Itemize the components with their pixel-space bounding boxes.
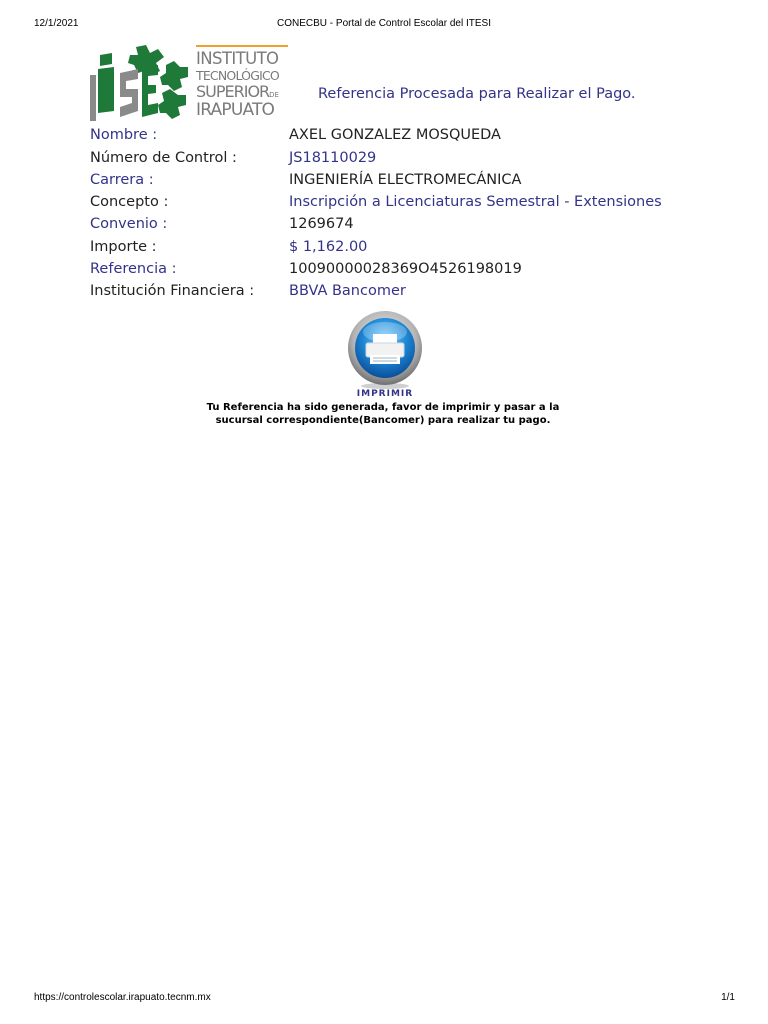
field-value: JS18110029: [289, 150, 377, 166]
field-value: $ 1,162.00: [289, 239, 368, 255]
field-label: Referencia :: [90, 261, 177, 277]
field-label: Carrera :: [90, 172, 154, 188]
field-row-institucion-financiera: [90, 283, 710, 303]
field-value: 10090000028369O4526198019: [289, 261, 522, 277]
logo-line: [196, 82, 279, 101]
field-row-nombre: [90, 127, 710, 147]
field-label: Concepto :: [90, 194, 169, 210]
field-label: Institución Financiera :: [90, 283, 255, 299]
itesi-logo: [88, 45, 288, 125]
field-label: Nombre :: [90, 127, 158, 143]
notice-line: sucursal correspondiente(Bancomer) para realizar tu pago.: [215, 415, 551, 426]
logo-accent-bar: [196, 45, 288, 47]
field-label: Importe :: [90, 239, 157, 255]
field-row-importe: [90, 239, 710, 259]
field-value: Inscripción a Licenciaturas Semestral - Extensiones: [289, 194, 662, 210]
itesi-logo-text: [196, 45, 288, 123]
print-page-number: 1/1: [721, 992, 735, 1003]
notice-text: [160, 401, 606, 427]
field-row-convenio: [90, 216, 710, 236]
field-row-carrera: [90, 172, 710, 192]
printer-icon: [346, 310, 424, 390]
logo-line: SUPERIOR: [196, 82, 270, 101]
print-page-title: CONECBU - Portal de Control Escolar del ITESI: [277, 18, 491, 29]
field-row-referencia: [90, 261, 710, 281]
field-row-concepto: [90, 194, 710, 214]
field-label: Número de Control :: [90, 150, 237, 166]
print-date: 12/1/2021: [34, 18, 79, 29]
print-url: https://controlescolar.irapuato.tecnm.mx: [34, 992, 211, 1003]
field-value: 1269674: [289, 216, 354, 232]
field-value: AXEL GONZALEZ MOSQUEDA: [289, 127, 501, 143]
print-button-label[interactable]: IMPRIMIR: [356, 389, 414, 399]
logo-line: INSTITUTO: [196, 49, 279, 68]
logo-line: IRAPUATO: [196, 100, 275, 120]
notice-line: Tu Referencia ha sido generada, favor de imprimir y pasar a la: [206, 402, 560, 413]
reference-title: Referencia Procesada para Realizar el Pago.: [318, 86, 636, 102]
field-row-numero-control: [90, 150, 710, 170]
logo-line: TECNOLÓGICO: [196, 68, 279, 83]
field-label: Convenio :: [90, 216, 168, 232]
field-value: INGENIERÍA ELECTROMECÁNICA: [289, 172, 522, 188]
print-button[interactable]: [346, 310, 424, 390]
logo-line: DE: [269, 91, 279, 99]
itesi-logo-mark: [88, 45, 192, 125]
field-value: BBVA Bancomer: [289, 283, 406, 299]
